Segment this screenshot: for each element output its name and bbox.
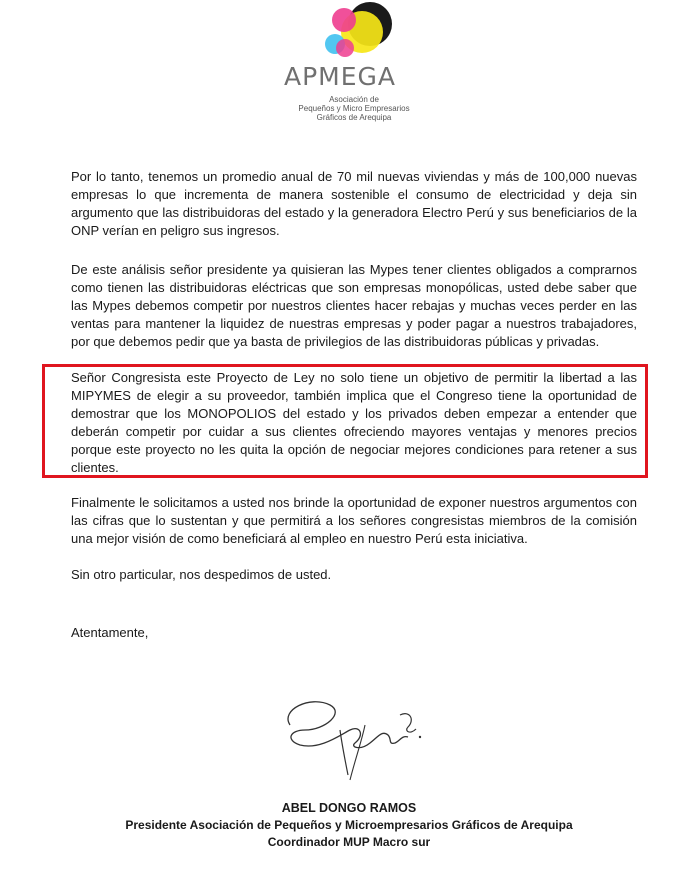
- logo-subtitle-line: Pequeños y Micro Empresarios: [298, 104, 410, 113]
- paragraph-highlighted: Señor Congresista este Proyecto de Ley no solo tiene un objetivo de permitir la libertad a las MIPYMES de elegir a su proveedor, también implica que el Congreso tiene la oportunidad de demostrar que los MONOPOLIOS del estado y los privados deben empezar a entender que deberán competir por cuidar a sus clientes ofreciendo mayores ventajas y menores precios porque este proyecto no les quita la opción de negociar mejores condiciones para retener a sus clientes.: [71, 370, 637, 475]
- logo-subtitle-line: Gráficos de Arequipa: [316, 113, 392, 122]
- paragraph-farewell: Sin otro particular, nos despedimos de usted.: [71, 567, 332, 582]
- signature-block: [0, 800, 698, 851]
- apmega-logo: [262, 0, 442, 135]
- highlight-box: [42, 364, 648, 478]
- logo-circle-magenta-small: [336, 39, 354, 57]
- logo-name: APMEGA: [284, 62, 397, 91]
- logo-subtitle: [284, 95, 424, 122]
- logo-circle-magenta: [332, 8, 356, 32]
- paragraph-analysis: De este análisis señor presidente ya quisieran las Mypes tener clientes obligados a comprarnos como tienen las distribuidoras eléctricas que son empresas monopólicas, usted debe saber que las Mypes debemos competir por nuestros clientes hacer rebajas y muchas veces perder en las ventas para mantener la liquidez de nuestras empresas y poder pagar a nuestros trabajadores, por que debemos pedir que ya basta de privilegios de las distribuidoras públicas y privadas.: [71, 262, 637, 349]
- handwritten-signature-icon: [270, 685, 430, 785]
- signer-title: Presidente Asociación de Pequeños y Microempresarios Gráficos de Arequipa: [125, 818, 573, 832]
- paragraph-consumption: Por lo tanto, tenemos un promedio anual de 70 mil nuevas viviendas y más de 100,000 nuevas empresas lo que incrementa de manera sostenible el consumo de electricidad y deja sin argumento que las distribuidoras del estado y la generadora Electro Perú y sus beneficiarios de la ONP verían en peligro sus ingresos.: [71, 169, 637, 238]
- logo-circles-icon: [262, 0, 442, 70]
- signer-name: ABEL DONGO RAMOS: [281, 801, 417, 815]
- paragraph-request: Finalmente le solicitamos a usted nos brinde la oportunidad de exponer nuestros argumentos con las cifras que lo sustentan y que permitirá a los señores congresistas miembros de la comisión una mejor visión de como beneficiará al empleo en nuestro Perú esta iniciativa.: [71, 495, 637, 546]
- logo-subtitle-line: Asociación de: [329, 95, 379, 104]
- paragraph-closing: Atentamente,: [71, 625, 149, 640]
- signer-role: Coordinador MUP Macro sur: [267, 835, 431, 849]
